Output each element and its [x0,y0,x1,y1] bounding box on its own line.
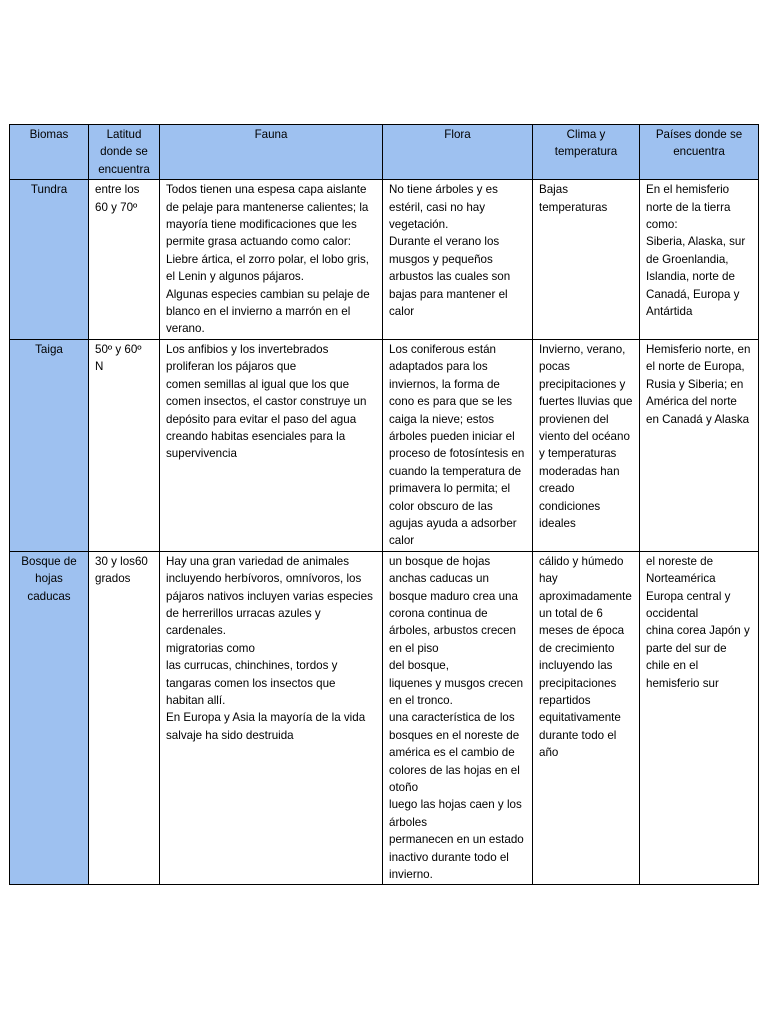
countries-cell: el noreste de Norteamérica Europa central y occidental china corea Japón y parte del sur de chile en el hemisferio sur [640,551,759,885]
header-biomas: Biomas [10,125,89,180]
biome-name-cell: Taiga [10,339,89,551]
fauna-cell: Hay una gran variedad de animales incluyendo herbívoros, omnívoros, los pájaros nativos incluyen varias especies de herrerillos urracas azules y cardenales. migratorias como las currucas, chinchines, tordos y tangaras comen los insectos que habitan allí. En Europa y Asia la mayoría de la vida salvaje ha sido destruida [160,551,383,885]
table-row [10,551,759,885]
table-row [10,180,759,340]
biome-name-cell: Tundra [10,180,89,340]
header-clima: Clima y temperatura [533,125,640,180]
fauna-cell: Todos tienen una espesa capa aislante de pelaje para mantenerse calientes; la mayoría tiene modificaciones que les permite grasa actuando como calor: Liebre ártica, el zorro polar, el lobo gris, el Lenin y algunos pájaros. Algunas especies cambian su pelaje de blanco en el invierno a marrón en el verano. [160,180,383,340]
biome-name-cell: Bosque de hojas caducas [10,551,89,885]
header-latitud: Latitud donde se encuentra [89,125,160,180]
header-fauna: Fauna [160,125,383,180]
header-paises: Países donde se encuentra [640,125,759,180]
fauna-cell: Los anfibios y los invertebrados proliferan los pájaros que comen semillas al igual que los que comen insectos, el castor construye un depósito para evitar el paso del agua creando habitas esenciales para la supervivencia [160,339,383,551]
countries-cell: Hemisferio norte, en el norte de Europa, Rusia y Siberia; en América del norte en Canadá y Alaska [640,339,759,551]
countries-cell: En el hemisferio norte de la tierra como: Siberia, Alaska, sur de Groenlandia, Islandia, norte de Canadá, Europa y Antártida [640,180,759,340]
climate-cell: Invierno, verano, pocas precipitaciones y fuertes lluvias que provienen del viento del océano y temperaturas moderadas han creado condiciones ideales [533,339,640,551]
latitude-cell: 50º y 60º N [89,339,160,551]
climate-cell: Bajas temperaturas [533,180,640,340]
table-row [10,339,759,551]
latitude-cell: 30 y los60 grados [89,551,160,885]
header-row [10,125,759,180]
flora-cell: No tiene árboles y es estéril, casi no hay vegetación. Durante el verano los musgos y pequeños arbustos las cuales son bajas para mantener el calor [383,180,533,340]
header-flora: Flora [383,125,533,180]
biomes-table [9,124,759,885]
flora-cell: Los coniferous están adaptados para los inviernos, la forma de cono es para que se les caiga la nieve; estos árboles pueden iniciar el proceso de fotosíntesis en cuando la temperatura de primavera lo permita; el color obscuro de las agujas ayuda a adsorber calor [383,339,533,551]
climate-cell: cálido y húmedo hay aproximadamente un total de 6 meses de época de crecimiento incluyendo las precipitaciones repartidos equitativamente durante todo el año [533,551,640,885]
flora-cell: un bosque de hojas anchas caducas un bosque maduro crea una corona continua de árboles, arbustos crecen en el piso del bosque, liquenes y musgos crecen en el tronco. una característica de los bosques en el noreste de américa es el cambio de colores de las hojas en el otoño luego las hojas caen y los árboles permanecen en un estado inactivo durante todo el invierno. [383,551,533,885]
latitude-cell: entre los 60 y 70º [89,180,160,340]
